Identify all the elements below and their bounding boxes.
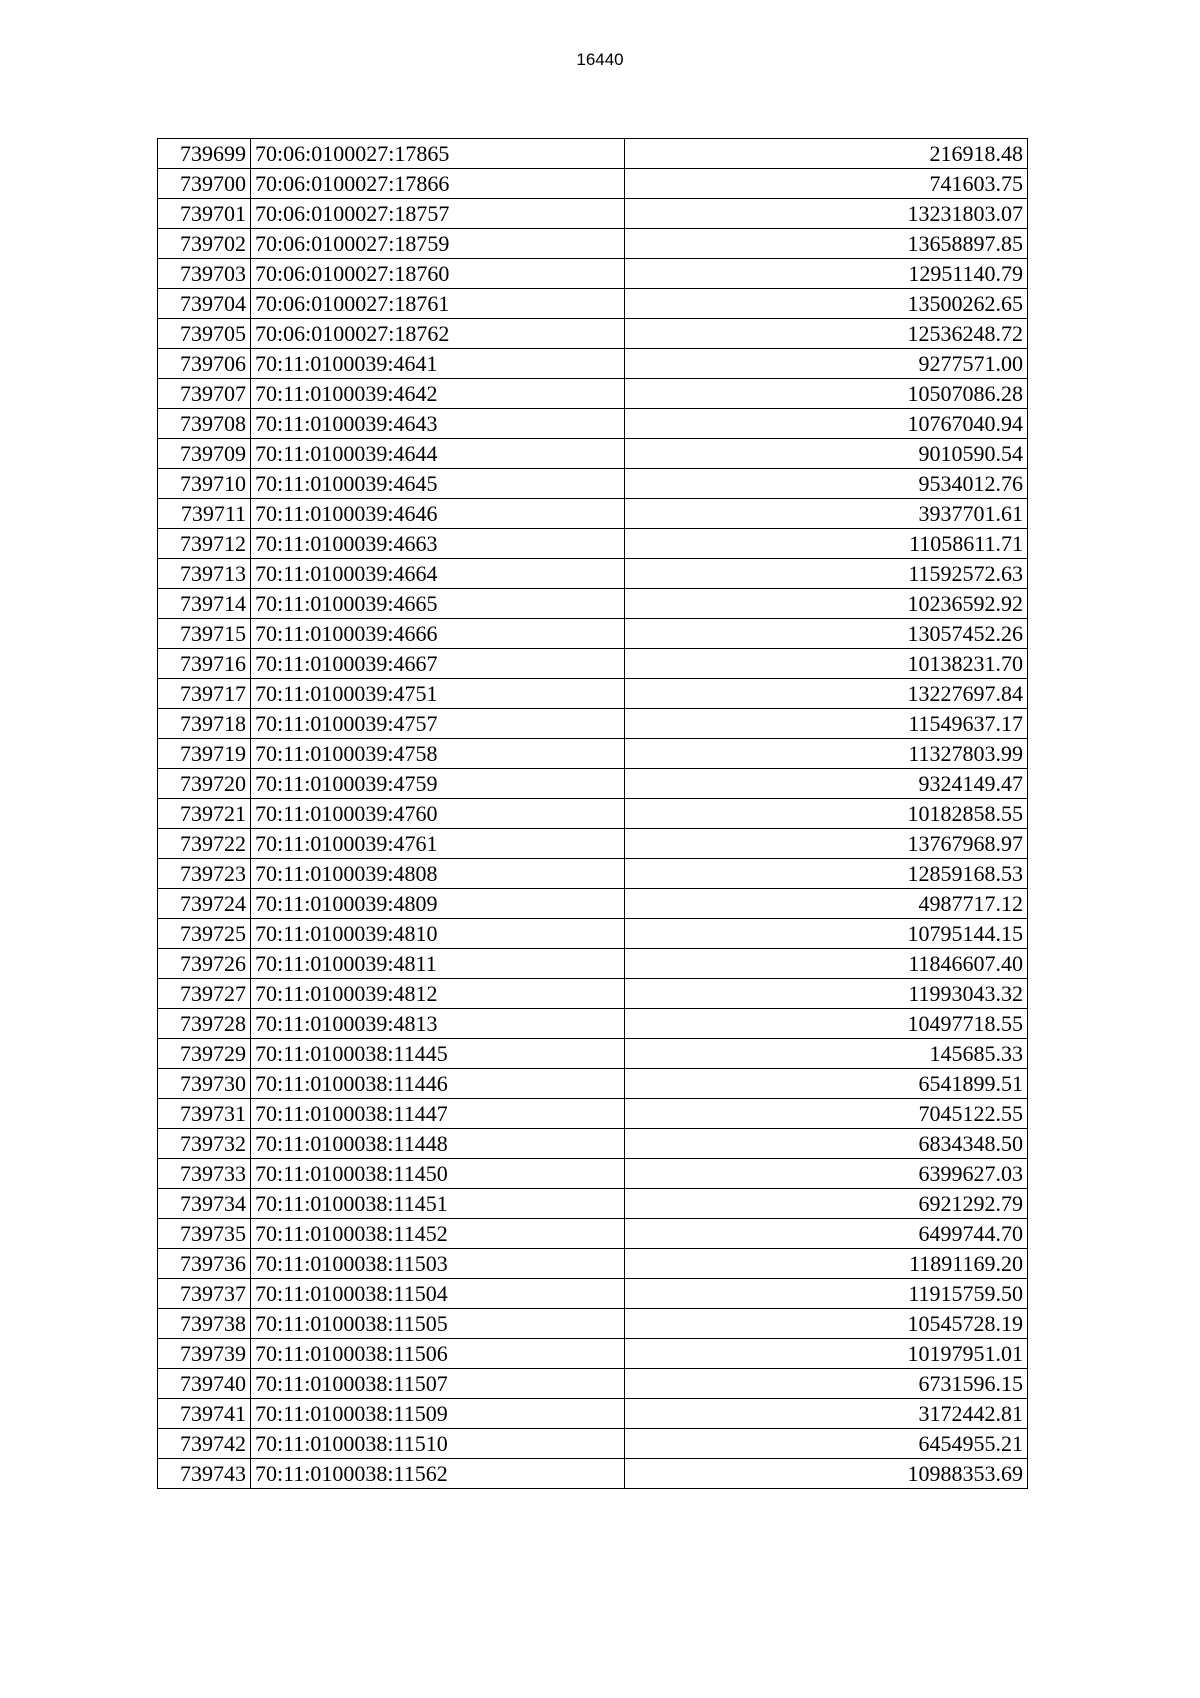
- table-row: [158, 1099, 1028, 1129]
- cadastral-number-cell: 70:11:0100039:4761: [251, 829, 625, 859]
- table-row: [158, 979, 1028, 1009]
- cadastral-number-cell: 70:06:0100027:18759: [251, 229, 625, 259]
- row-number-cell: 739709: [158, 439, 251, 469]
- table-body: [158, 139, 1028, 1489]
- table-row: [158, 949, 1028, 979]
- cadastral-number-cell: 70:11:0100039:4809: [251, 889, 625, 919]
- row-number-cell: 739716: [158, 649, 251, 679]
- value-cell: 11327803.99: [625, 739, 1028, 769]
- cadastral-number-cell: 70:11:0100039:4663: [251, 529, 625, 559]
- row-number-cell: 739701: [158, 199, 251, 229]
- row-number-cell: 739743: [158, 1459, 251, 1489]
- cadastral-number-cell: 70:11:0100039:4760: [251, 799, 625, 829]
- row-number-cell: 739703: [158, 259, 251, 289]
- cadastral-number-cell: 70:11:0100038:11445: [251, 1039, 625, 1069]
- row-number-cell: 739738: [158, 1309, 251, 1339]
- value-cell: 6541899.51: [625, 1069, 1028, 1099]
- table-row: [158, 859, 1028, 889]
- value-cell: 12859168.53: [625, 859, 1028, 889]
- value-cell: 10236592.92: [625, 589, 1028, 619]
- cadastral-number-cell: 70:06:0100027:18762: [251, 319, 625, 349]
- value-cell: 10497718.55: [625, 1009, 1028, 1039]
- row-number-cell: 739706: [158, 349, 251, 379]
- cadastral-number-cell: 70:11:0100038:11504: [251, 1279, 625, 1309]
- value-cell: 13767968.97: [625, 829, 1028, 859]
- value-cell: 6454955.21: [625, 1429, 1028, 1459]
- table-row: [158, 1339, 1028, 1369]
- value-cell: 11915759.50: [625, 1279, 1028, 1309]
- cadastral-number-cell: 70:11:0100038:11446: [251, 1069, 625, 1099]
- value-cell: 9277571.00: [625, 349, 1028, 379]
- cadastral-number-cell: 70:11:0100038:11505: [251, 1309, 625, 1339]
- cadastral-number-cell: 70:11:0100039:4751: [251, 679, 625, 709]
- row-number-cell: 739711: [158, 499, 251, 529]
- table-row: [158, 829, 1028, 859]
- value-cell: 9324149.47: [625, 769, 1028, 799]
- row-number-cell: 739729: [158, 1039, 251, 1069]
- row-number-cell: 739730: [158, 1069, 251, 1099]
- row-number-cell: 739736: [158, 1249, 251, 1279]
- cadastral-number-cell: 70:11:0100039:4641: [251, 349, 625, 379]
- table-row: [158, 679, 1028, 709]
- cadastral-number-cell: 70:11:0100038:11509: [251, 1399, 625, 1429]
- table-row: [158, 889, 1028, 919]
- table-row: [158, 1279, 1028, 1309]
- value-cell: 13658897.85: [625, 229, 1028, 259]
- row-number-cell: 739735: [158, 1219, 251, 1249]
- cadastral-number-cell: 70:11:0100039:4757: [251, 709, 625, 739]
- table-row: [158, 469, 1028, 499]
- cadastral-number-cell: 70:11:0100039:4758: [251, 739, 625, 769]
- cadastral-number-cell: 70:06:0100027:17865: [251, 139, 625, 169]
- cadastral-number-cell: 70:11:0100039:4759: [251, 769, 625, 799]
- table-row: [158, 529, 1028, 559]
- value-cell: 11058611.71: [625, 529, 1028, 559]
- value-cell: 4987717.12: [625, 889, 1028, 919]
- table-row: [158, 559, 1028, 589]
- value-cell: 10507086.28: [625, 379, 1028, 409]
- table-row: [158, 769, 1028, 799]
- cadastral-number-cell: 70:11:0100038:11507: [251, 1369, 625, 1399]
- value-cell: 12536248.72: [625, 319, 1028, 349]
- cadastral-value-table: [157, 138, 1028, 1489]
- table-row: [158, 169, 1028, 199]
- value-cell: 3172442.81: [625, 1399, 1028, 1429]
- table-row: [158, 1159, 1028, 1189]
- value-cell: 13231803.07: [625, 199, 1028, 229]
- table-row: [158, 1369, 1028, 1399]
- table-row: [158, 1249, 1028, 1279]
- table-row: [158, 1459, 1028, 1489]
- value-cell: 6399627.03: [625, 1159, 1028, 1189]
- table-row: [158, 619, 1028, 649]
- row-number-cell: 739724: [158, 889, 251, 919]
- row-number-cell: 739725: [158, 919, 251, 949]
- cadastral-number-cell: 70:11:0100039:4645: [251, 469, 625, 499]
- row-number-cell: 739741: [158, 1399, 251, 1429]
- row-number-cell: 739702: [158, 229, 251, 259]
- value-cell: 3937701.61: [625, 499, 1028, 529]
- row-number-cell: 739727: [158, 979, 251, 1009]
- row-number-cell: 739720: [158, 769, 251, 799]
- row-number-cell: 739715: [158, 619, 251, 649]
- value-cell: 10197951.01: [625, 1339, 1028, 1369]
- row-number-cell: 739719: [158, 739, 251, 769]
- cadastral-number-cell: 70:11:0100038:11503: [251, 1249, 625, 1279]
- cadastral-number-cell: 70:11:0100039:4667: [251, 649, 625, 679]
- row-number-cell: 739718: [158, 709, 251, 739]
- row-number-cell: 739731: [158, 1099, 251, 1129]
- cadastral-number-cell: 70:06:0100027:17866: [251, 169, 625, 199]
- cadastral-number-cell: 70:11:0100038:11451: [251, 1189, 625, 1219]
- value-cell: 11993043.32: [625, 979, 1028, 1009]
- table-row: [158, 409, 1028, 439]
- cadastral-number-cell: 70:06:0100027:18757: [251, 199, 625, 229]
- row-number-cell: 739722: [158, 829, 251, 859]
- row-number-cell: 739717: [158, 679, 251, 709]
- row-number-cell: 739707: [158, 379, 251, 409]
- value-cell: 10182858.55: [625, 799, 1028, 829]
- page-number: 16440: [576, 50, 624, 69]
- table-row: [158, 799, 1028, 829]
- table-row: [158, 709, 1028, 739]
- table-row: [158, 1219, 1028, 1249]
- cadastral-number-cell: 70:11:0100039:4665: [251, 589, 625, 619]
- cadastral-number-cell: 70:11:0100039:4644: [251, 439, 625, 469]
- table-row: [158, 919, 1028, 949]
- cadastral-number-cell: 70:11:0100039:4811: [251, 949, 625, 979]
- value-cell: 6731596.15: [625, 1369, 1028, 1399]
- value-cell: 11592572.63: [625, 559, 1028, 589]
- row-number-cell: 739713: [158, 559, 251, 589]
- cadastral-number-cell: 70:11:0100039:4642: [251, 379, 625, 409]
- value-cell: 11891169.20: [625, 1249, 1028, 1279]
- row-number-cell: 739712: [158, 529, 251, 559]
- cadastral-number-cell: 70:11:0100038:11450: [251, 1159, 625, 1189]
- cadastral-number-cell: 70:11:0100039:4666: [251, 619, 625, 649]
- cadastral-number-cell: 70:11:0100039:4646: [251, 499, 625, 529]
- row-number-cell: 739714: [158, 589, 251, 619]
- cadastral-number-cell: 70:11:0100038:11447: [251, 1099, 625, 1129]
- value-cell: 10988353.69: [625, 1459, 1028, 1489]
- table-row: [158, 1039, 1028, 1069]
- value-cell: 9534012.76: [625, 469, 1028, 499]
- row-number-cell: 739739: [158, 1339, 251, 1369]
- cadastral-number-cell: 70:11:0100039:4810: [251, 919, 625, 949]
- value-cell: 13500262.65: [625, 289, 1028, 319]
- cadastral-number-cell: 70:11:0100038:11510: [251, 1429, 625, 1459]
- row-number-cell: 739699: [158, 139, 251, 169]
- cadastral-number-cell: 70:11:0100039:4664: [251, 559, 625, 589]
- value-cell: 11549637.17: [625, 709, 1028, 739]
- row-number-cell: 739742: [158, 1429, 251, 1459]
- value-cell: 10138231.70: [625, 649, 1028, 679]
- value-cell: 10795144.15: [625, 919, 1028, 949]
- table-row: [158, 439, 1028, 469]
- row-number-cell: 739700: [158, 169, 251, 199]
- table-row: [158, 1009, 1028, 1039]
- cadastral-number-cell: 70:06:0100027:18761: [251, 289, 625, 319]
- table-row: [158, 1129, 1028, 1159]
- row-number-cell: 739704: [158, 289, 251, 319]
- table-row: [158, 229, 1028, 259]
- value-cell: 13227697.84: [625, 679, 1028, 709]
- table-row: [158, 379, 1028, 409]
- row-number-cell: 739710: [158, 469, 251, 499]
- row-number-cell: 739733: [158, 1159, 251, 1189]
- cadastral-number-cell: 70:11:0100038:11448: [251, 1129, 625, 1159]
- row-number-cell: 739728: [158, 1009, 251, 1039]
- row-number-cell: 739737: [158, 1279, 251, 1309]
- value-cell: 145685.33: [625, 1039, 1028, 1069]
- cadastral-number-cell: 70:11:0100039:4813: [251, 1009, 625, 1039]
- value-cell: 10767040.94: [625, 409, 1028, 439]
- value-cell: 6499744.70: [625, 1219, 1028, 1249]
- table-row: [158, 1399, 1028, 1429]
- cadastral-number-cell: 70:11:0100039:4812: [251, 979, 625, 1009]
- row-number-cell: 739726: [158, 949, 251, 979]
- value-cell: 7045122.55: [625, 1099, 1028, 1129]
- value-cell: 6921292.79: [625, 1189, 1028, 1219]
- table-row: [158, 589, 1028, 619]
- cadastral-number-cell: 70:11:0100039:4808: [251, 859, 625, 889]
- cadastral-number-cell: 70:06:0100027:18760: [251, 259, 625, 289]
- table-row: [158, 319, 1028, 349]
- row-number-cell: 739740: [158, 1369, 251, 1399]
- cadastral-number-cell: 70:11:0100038:11506: [251, 1339, 625, 1369]
- value-cell: 216918.48: [625, 139, 1028, 169]
- cadastral-number-cell: 70:11:0100039:4643: [251, 409, 625, 439]
- value-cell: 10545728.19: [625, 1309, 1028, 1339]
- value-cell: 741603.75: [625, 169, 1028, 199]
- table-row: [158, 499, 1028, 529]
- table-row: [158, 1429, 1028, 1459]
- table-row: [158, 259, 1028, 289]
- table-row: [158, 199, 1028, 229]
- table-row: [158, 1189, 1028, 1219]
- table-row: [158, 349, 1028, 379]
- row-number-cell: 739708: [158, 409, 251, 439]
- value-cell: 11846607.40: [625, 949, 1028, 979]
- cadastral-number-cell: 70:11:0100038:11452: [251, 1219, 625, 1249]
- row-number-cell: 739723: [158, 859, 251, 889]
- table-row: [158, 1309, 1028, 1339]
- value-cell: 13057452.26: [625, 619, 1028, 649]
- value-cell: 9010590.54: [625, 439, 1028, 469]
- cadastral-number-cell: 70:11:0100038:11562: [251, 1459, 625, 1489]
- value-cell: 12951140.79: [625, 259, 1028, 289]
- row-number-cell: 739721: [158, 799, 251, 829]
- table-row: [158, 139, 1028, 169]
- row-number-cell: 739732: [158, 1129, 251, 1159]
- value-cell: 6834348.50: [625, 1129, 1028, 1159]
- table-row: [158, 289, 1028, 319]
- table-row: [158, 1069, 1028, 1099]
- table-row: [158, 739, 1028, 769]
- table-row: [158, 649, 1028, 679]
- row-number-cell: 739734: [158, 1189, 251, 1219]
- row-number-cell: 739705: [158, 319, 251, 349]
